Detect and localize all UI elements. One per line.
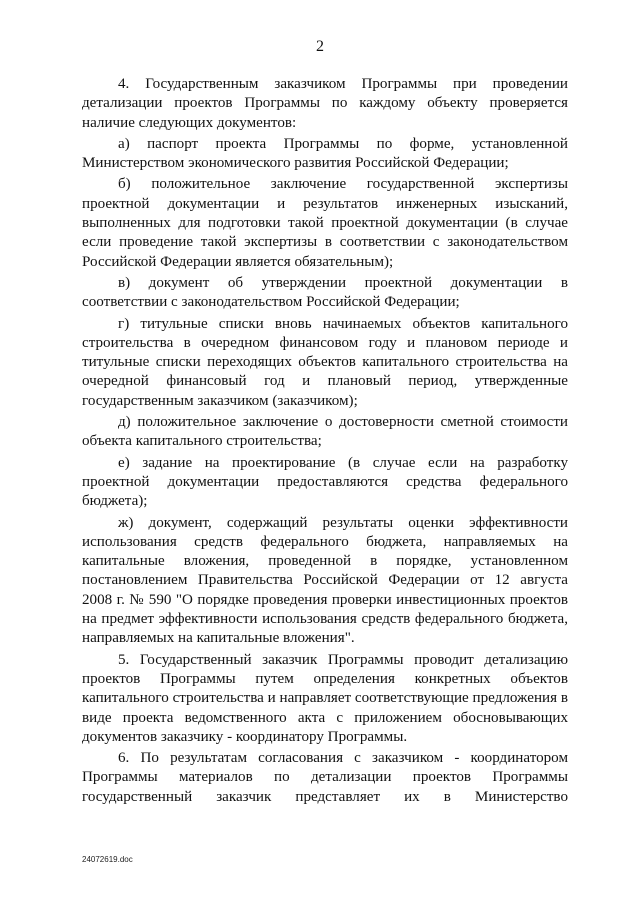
text-line: Министерством экономического развития Российской Федерации; (82, 155, 509, 172)
document-body (82, 75, 568, 809)
text-line: постановлением Правительства Российской Федерации от 12 августа (82, 572, 568, 589)
paragraph (82, 315, 568, 411)
text-line: д) положительное заключение о достоверности сметной стоимости (118, 414, 568, 431)
text-line: титульные списки переходящих объектов капитального строительства на (82, 354, 568, 371)
text-line: 5. Государственный заказчик Программы проводит детализацию (118, 651, 568, 668)
text-line: детализации проектов Программы по каждому объекту проверяется (82, 95, 568, 112)
text-line: государственным заказчиком (заказчиком); (82, 392, 358, 409)
file-name-footer: 24072619.doc (82, 855, 133, 864)
paragraph (82, 135, 568, 174)
text-line: ж) документ, содержащий результаты оценки эффективности (118, 514, 568, 531)
paragraph (82, 274, 568, 313)
text-line: проектной документации и результатов инженерных изысканий, (82, 195, 568, 212)
text-line: соответствии с законодательством Российской Федерации; (82, 294, 460, 311)
text-line: в) документ об утверждении проектной документации в (118, 274, 568, 291)
text-line: 2008 г. № 590 "О порядке проведения проверки инвестиционных проектов (82, 591, 568, 608)
text-line: очередной финансовый год и плановый период, утвержденные (82, 373, 568, 390)
text-line: 4. Государственным заказчиком Программы при проведении (118, 76, 568, 92)
text-line: бюджета); (82, 493, 148, 510)
text-line: наличие следующих документов: (82, 114, 297, 131)
paragraph (82, 651, 568, 747)
text-line: если проведение такой экспертизы в соответствии с законодательством (82, 234, 568, 251)
text-line: строительства в очередном финансовом году и плановом периоде и (82, 334, 568, 351)
text-line: направляемых на капитальные вложения". (82, 630, 355, 647)
paragraph (82, 514, 568, 649)
text-line: Программы материалов по детализации проектов Программы (82, 769, 568, 786)
text-line: государственный заказчик представляет их в Министерство (82, 788, 568, 805)
paragraph (82, 175, 568, 271)
text-line: на предмет эффективности использования средств федерального бюджета, (82, 611, 568, 628)
paragraph (82, 413, 568, 452)
text-line: капитального строительства и направляет соответствующие предложения в (82, 690, 568, 707)
page-number: 2 (316, 38, 324, 55)
paragraph (82, 75, 568, 133)
text-line: проектной документации предоставляются средства федерального (82, 473, 568, 490)
text-line: а) паспорт проекта Программы по форме, установленной (118, 135, 568, 152)
text-line: выполненных для подготовки такой проектной документации (в случае (82, 215, 568, 232)
text-line: использования средств федерального бюджета, направляемых на (82, 533, 568, 550)
paragraph (82, 749, 568, 807)
text-line: виде проекта ведомственного акта с приложением обосновывающих (82, 709, 568, 726)
text-line: г) титульные списки вновь начинаемых объектов капитального (118, 315, 568, 332)
paragraph (82, 454, 568, 512)
text-line: капитальные вложения, проведенной в порядке, установленном (82, 553, 568, 570)
text-line: проектов Программы путем определения конкретных объектов (82, 670, 568, 687)
text-line: Российской Федерации является обязательным); (82, 253, 394, 270)
text-line: е) задание на проектирование (в случае если на разработку (118, 454, 568, 471)
text-line: документов заказчику - координатору Программы. (82, 728, 408, 745)
text-line: объекта капитального строительства; (82, 433, 322, 450)
text-line: б) положительное заключение государственной экспертизы (118, 176, 568, 193)
text-line: 6. По результатам согласования с заказчиком - координатором (118, 750, 568, 767)
